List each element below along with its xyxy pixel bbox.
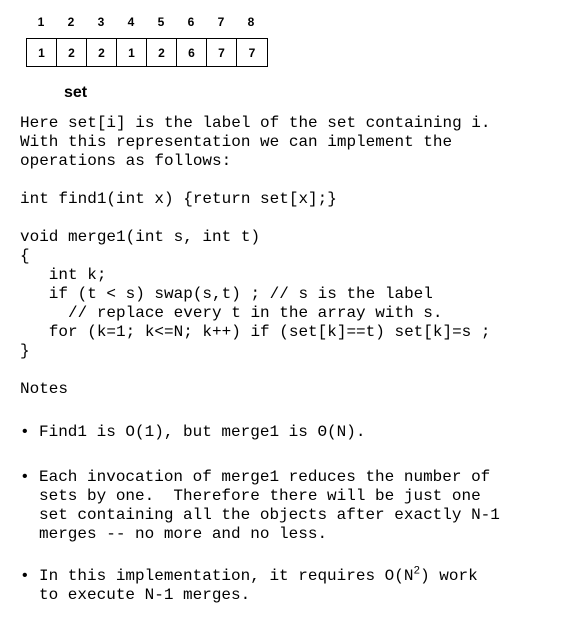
- index-label: 7: [217, 15, 225, 29]
- bullet-icon: •: [20, 468, 30, 486]
- array-cell: 2: [57, 39, 87, 66]
- note-text: Each invocation of merge1 reduces the number of sets by one. Therefore there will be just one set containing all the objects after exactly N-1 merges -- no more and no less.: [39, 468, 500, 543]
- index-label: 8: [247, 15, 255, 29]
- bullet-icon: •: [20, 423, 30, 441]
- index-label: 1: [37, 15, 45, 29]
- index-label: 3: [97, 15, 105, 29]
- index-label: 5: [157, 15, 165, 29]
- array-caption: set: [64, 84, 88, 101]
- intro-paragraph: Here set[i] is the label of the set containing i. With this representation we can implement the operations as follows:: [20, 114, 491, 170]
- array-index-row: [26, 15, 266, 29]
- index-label: 6: [187, 15, 195, 29]
- bullet-icon: •: [20, 567, 30, 585]
- exponent: 2: [413, 565, 421, 578]
- find-code: int find1(int x) {return set[x];}: [20, 190, 337, 208]
- array-cell: 6: [177, 39, 207, 66]
- array-cell: 7: [248, 45, 256, 60]
- merge-code: void merge1(int s, int t) { int k; if (t < s) swap(s,t) ; // s is the label // replace every t in the array with s. for (k=1; k<=N; k++) if (set[k]==t) set[k]=s ; }: [20, 228, 491, 360]
- index-label: 2: [67, 15, 75, 29]
- array-cell: 1: [117, 39, 147, 66]
- array-cell: 1: [27, 39, 57, 66]
- array-cell: 7: [207, 39, 237, 66]
- note-text-end: ) work to execute N-1 merges.: [39, 567, 478, 604]
- array-cell: 2: [87, 39, 117, 66]
- note-text: [39, 567, 478, 605]
- note-text-start: In this implementation, it requires O(N: [39, 567, 414, 585]
- set-array: [26, 38, 268, 67]
- notes-heading: Notes: [20, 380, 69, 398]
- note-text: Find1 is O(1), but merge1 is Θ(N).: [39, 423, 366, 441]
- index-label: 4: [127, 15, 135, 29]
- array-cell: 2: [147, 39, 177, 66]
